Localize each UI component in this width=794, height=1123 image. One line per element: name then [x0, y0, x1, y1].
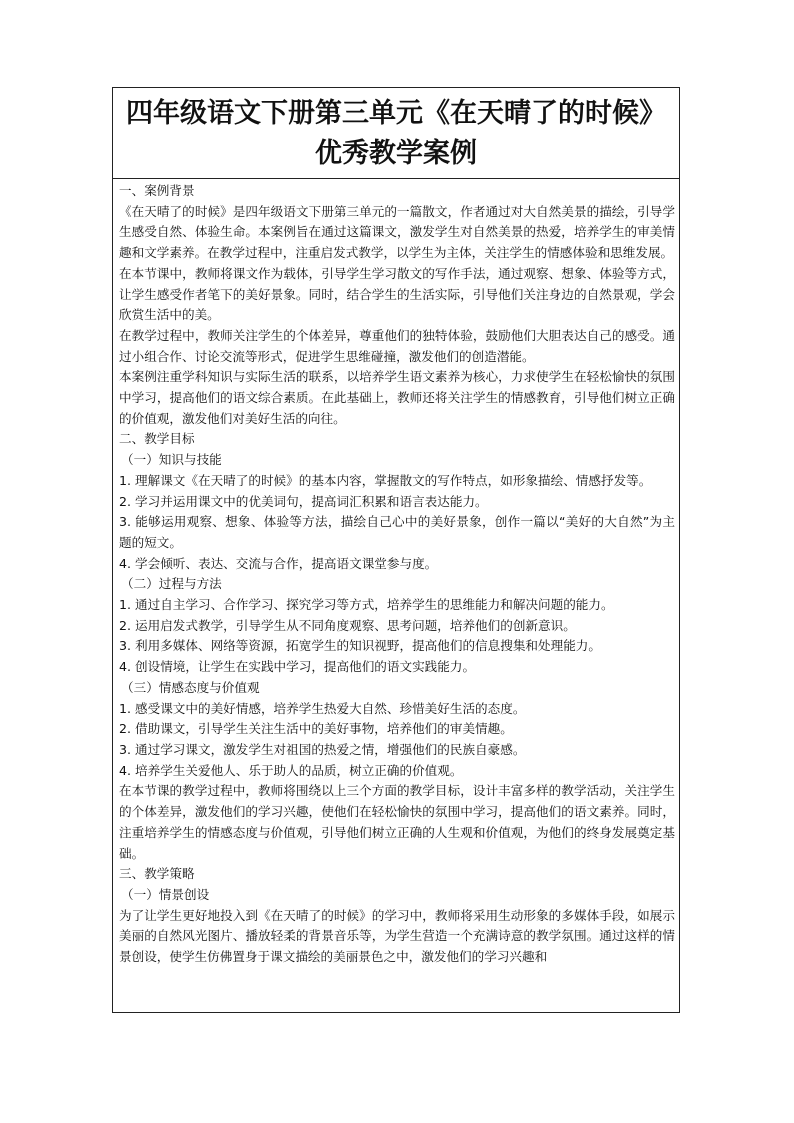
list-item: 4. 创设情境，让学生在实践中学习，提高他们的语文实践能力。 — [119, 659, 476, 675]
paragraph: 为了让学生更好地投入到《在天晴了的时候》的学习中，教师将采用生动形象的多媒体手段，如展示美丽的自然风光图片、播放轻柔的背景音乐等，为学生营造一个充满诗意的教学氛围。通过这样的情景创设，使学生仿佛置身于课文描绘的美丽景色之中，激发他们的学习兴趣和 — [119, 907, 675, 965]
list-item: 1. 理解课文《在天晴了的时候》的基本内容，掌握散文的写作特点，如形象描绘、情感抒发等。 — [119, 472, 652, 488]
list-item: 4. 学会倾听、表达、交流与合作，提高语文课堂参与度。 — [119, 555, 438, 571]
list-item: 3. 利用多媒体、网络等资源，拓宽学生的知识视野，提高他们的信息搜集和处理能力。 — [119, 638, 601, 654]
list-item: 4. 培养学生关爱他人、乐于助人的品质，树立正确的价值观。 — [119, 762, 463, 778]
section-heading: 三、教学策略 — [119, 866, 195, 882]
content-cell — [113, 179, 679, 968]
list-item: 2. 运用启发式教学，引导学生从不同角度观察、思考问题，培养他们的创新意识。 — [119, 617, 576, 633]
paragraph: 本案例注重学科知识与实际生活的联系，以培养学生语文素养为核心，力求使学生在轻松愉快的氛围中学习，提高他们的语文综合素质。在此基础上，教师还将关注学生的情感教育，引导他们树立正确的价值观，激发他们对美好生活的向往。 — [119, 369, 675, 426]
list-item: 1. 感受课文中的美好情感，培养学生热爱大自然、珍惜美好生活的态度。 — [119, 700, 526, 716]
list-item: 2. 学习并运用课文中的优美词句，提高词汇积累和语言表达能力。 — [119, 493, 488, 509]
list-item: 1. 通过自主学习、合作学习、探究学习等方式，培养学生的思维能力和解决问题的能力。 — [119, 597, 614, 613]
title-cell — [113, 88, 679, 179]
paragraph: 《在天晴了的时候》是四年级语文下册第三单元的一篇散文，作者通过对大自然美景的描绘，引导学生感受自然、体验生命。本案例旨在通过这篇课文，激发学生对自然美景的热爱，培养学生的审美情趣和文学素养。在教学过程中，注重启发式教学，以学生为主体，关注学生的情感体验和思维发展。 — [119, 203, 675, 261]
list-item: 3. 通过学习课文，激发学生对祖国的热爱之情，增强他们的民族自豪感。 — [119, 741, 526, 757]
paragraph: 在教学过程中，教师关注学生的个体差异，尊重他们的独特体验，鼓励他们大胆表达自己的感受。通过小组合作、讨论交流等形式，促进学生思维碰撞，激发他们的创造潜能。 — [119, 327, 675, 364]
document-title-line-2: 优秀教学案例 — [315, 138, 477, 169]
document-table — [112, 87, 680, 1013]
document-title-line-1: 四年级语文下册第三单元《在天晴了的时候》 — [126, 98, 666, 129]
subsection-heading: （二）过程与方法 — [121, 576, 222, 592]
section-heading: 一、案例背景 — [119, 183, 195, 198]
subsection-heading: （一）情景创设 — [121, 886, 210, 902]
subsection-heading: （一）知识与技能 — [121, 452, 222, 468]
subsection-heading: （三）情感态度与价值观 — [121, 679, 260, 695]
list-item: 2. 借助课文，引导学生关注生活中的美好事物，培养他们的审美情趣。 — [119, 721, 513, 737]
list-item: 3. 能够运用观察、想象、体验等方法，描绘自己心中的美好景象，创作一篇以“美好的大自然”为主题的短文。 — [119, 514, 675, 550]
section-heading: 二、教学目标 — [119, 431, 195, 447]
paragraph: 在本节课中，教师将课文作为载体，引导学生学习散文的写作手法，通过观察、想象、体验等方式，让学生感受作者笔下的美好景象。同时，结合学生的生活实际，引导他们关注身边的自然景观，学会欣赏生活中的美。 — [119, 265, 675, 323]
paragraph: 在本节课的教学过程中，教师将围绕以上三个方面的教学目标，设计丰富多样的教学活动，关注学生的个体差异，激发他们的学习兴趣，使他们在轻松愉快的氛围中学习，提高他们的语文素养。同时，注重培养学生的情感态度与价值观，引导他们树立正确的人生观和价值观，为他们的终身发展奠定基础。 — [119, 783, 675, 861]
